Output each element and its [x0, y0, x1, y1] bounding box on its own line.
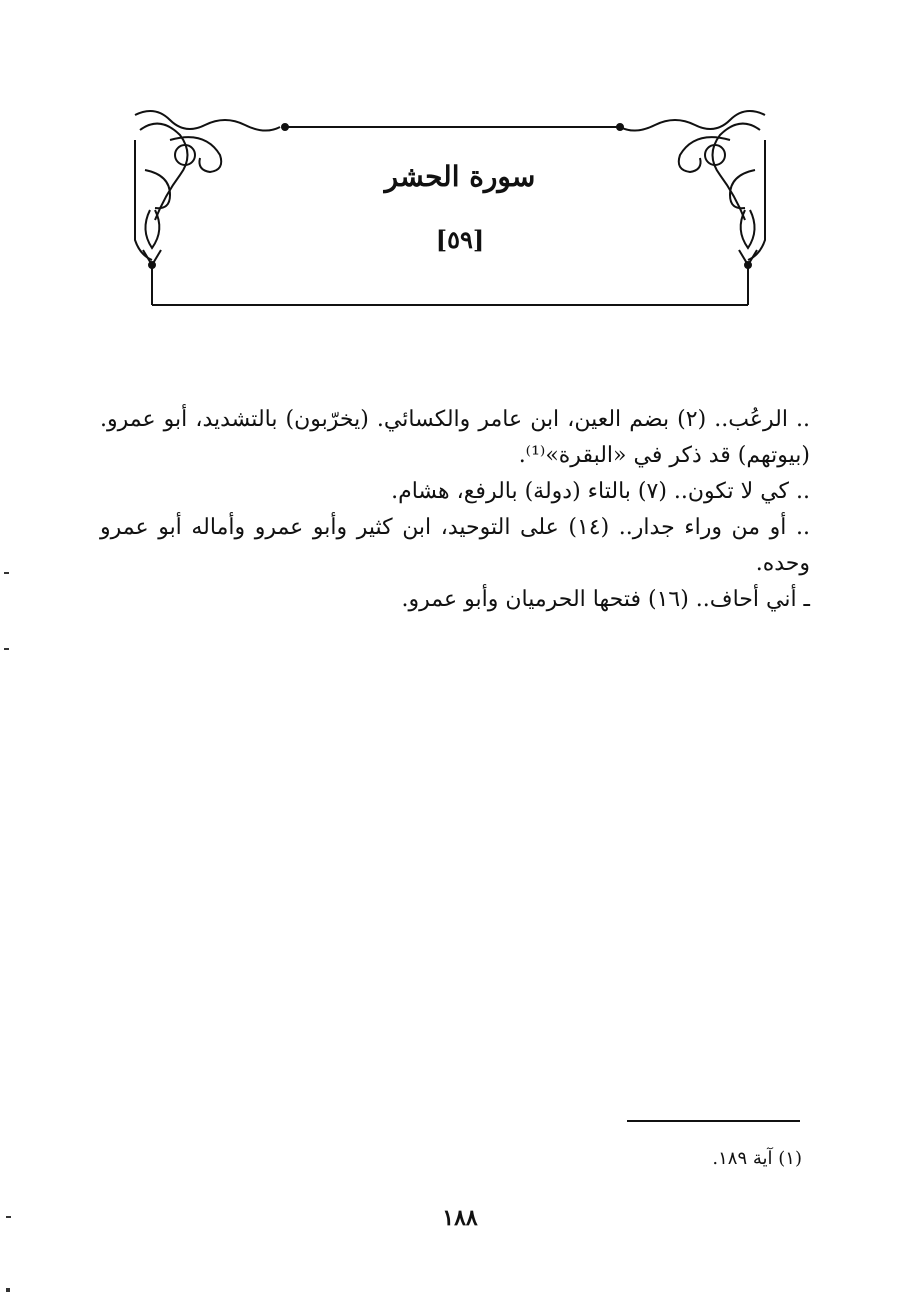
scan-speck — [4, 648, 9, 650]
surah-number: [٥٩] — [435, 225, 485, 254]
scan-speck — [6, 1216, 11, 1218]
footnote-separator — [627, 1120, 800, 1122]
ornamental-header-frame — [125, 100, 780, 310]
paragraph: .. كي لا تكون.. (٧) بالتاء (دولة) بالرفع، هشام. — [391, 479, 810, 504]
page-number: ١٨٨ — [442, 1205, 478, 1231]
footnote: (١) آية ١٨٩. — [712, 1148, 802, 1169]
commentary-body — [100, 402, 810, 618]
scan-speck — [6, 1288, 10, 1292]
paragraph: ـ أني أحاف.. (١٦) فتحها الحرميان وأبو عمرو. — [401, 587, 810, 612]
ornament-border-graphic — [125, 100, 780, 310]
scan-speck — [4, 572, 9, 574]
paragraph: .. أو من وراء جدار.. (١٤) على التوحيد، ابن كثير وأبو عمرو وأماله أبو عمرو وحده. — [100, 515, 810, 576]
paragraph: .. الرعُب.. (٢) بضم العين، ابن عامر والكسائي. (يخرّبون) بالتشديد، أبو عمرو. (بيوتهم) قد ذكر في «البقرة»⁽¹⁾. — [100, 407, 810, 468]
surah-title: سورة الحشر — [384, 160, 536, 193]
